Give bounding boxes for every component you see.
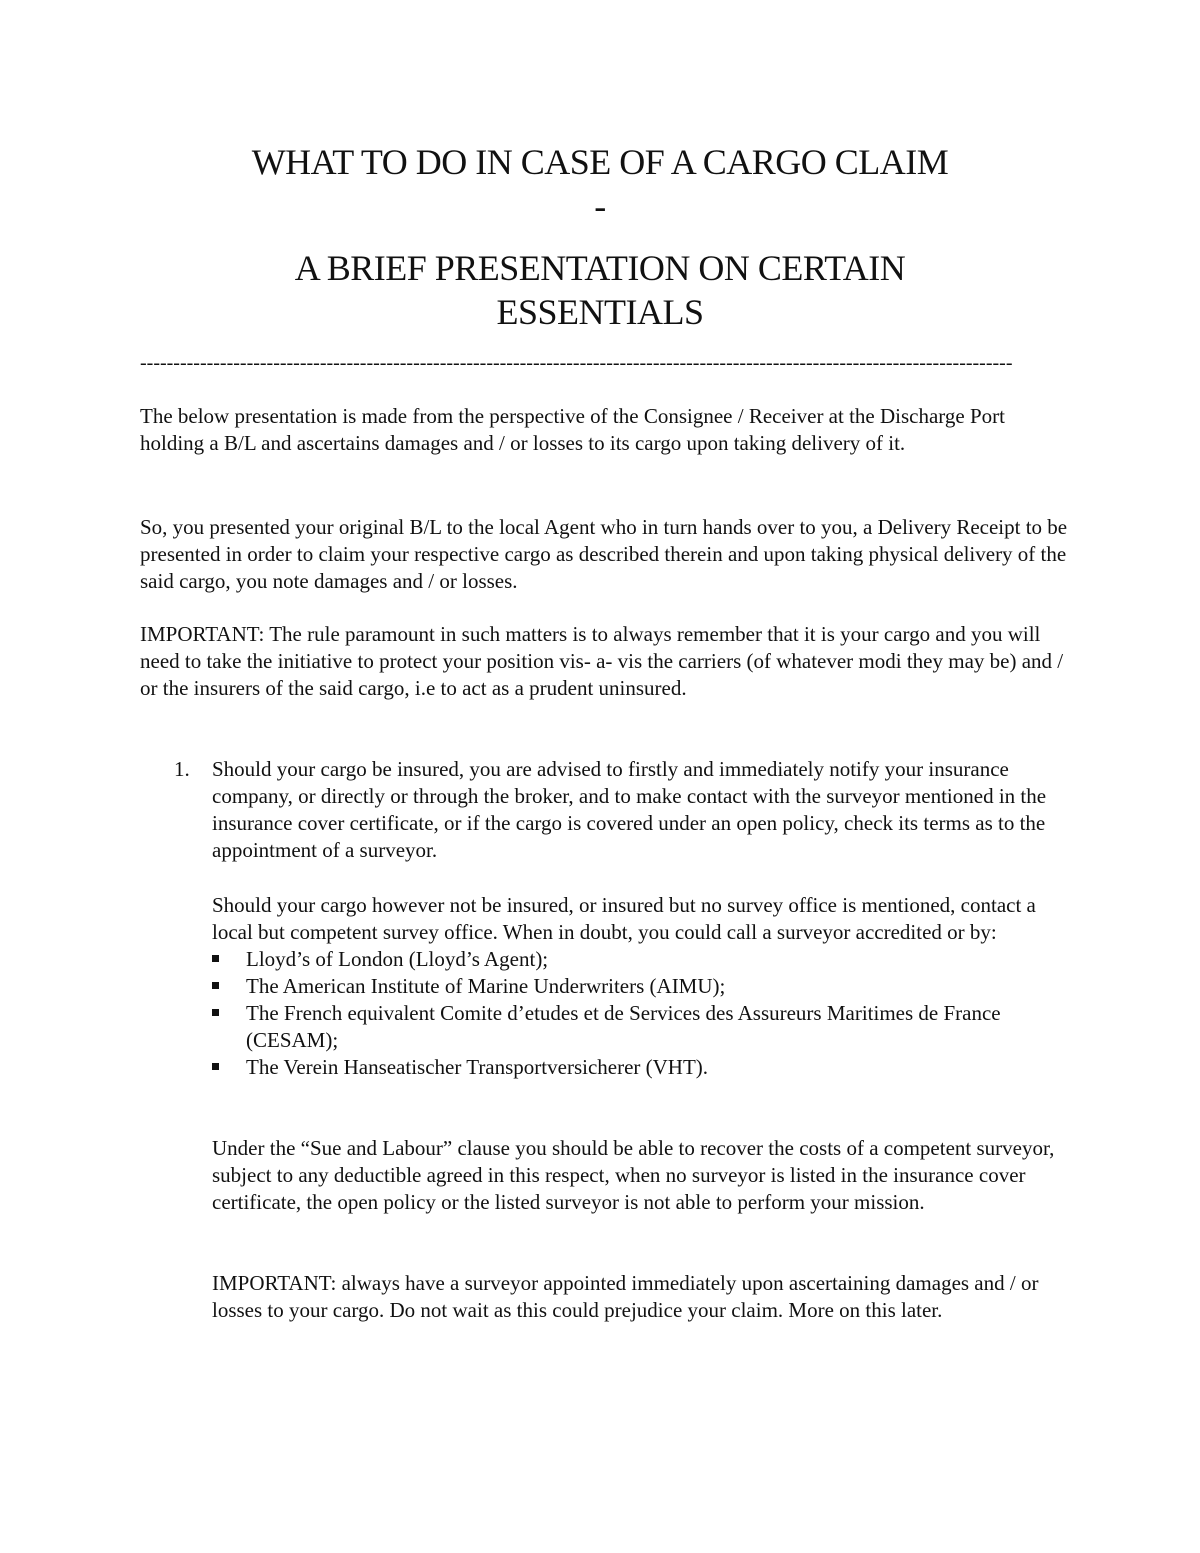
document-title [140,140,1060,334]
numbered-item-row [140,756,1070,864]
sue-and-labour-paragraph: Under the “Sue and Labour” clause you should be able to recover the costs of a competent surveyor, subject to any deductible agreed in this respect, when no surveyor is listed in the insurance cover certificate, the open policy or the listed surveyor is not able to perform your mission. [212,1136,1055,1214]
dashed-rule: ----------------------------------------------------------------------------------------------------------------------------------- [140,352,1013,374]
uninsured-section [140,892,1070,1081]
sue-and-labour-section [140,1135,1070,1216]
numbered-item-1 [140,756,1070,864]
intro-text-1: The below presentation is made from the perspective of the Consignee / Receiver at the Discharge Port holding a B/L and ascertains damages and / or losses to its cargo upon taking delivery of it. [140,404,1005,455]
title-line-2: A BRIEF PRESENTATION ON CERTAIN [294,248,906,288]
item-1-text: Should your cargo be insured, you are advised to firstly and immediately notify your insurance company, or directly or through the broker, and to make contact with the surveyor mentioned in the insurance cover certificate, or if the cargo is covered under an open policy, check its terms as to the appointment of a surveyor. [212,757,1047,862]
important-paragraph: IMPORTANT: always have a surveyor appointed immediately upon ascertaining damages and / or losses to your cargo. Do not wait as this could prejudice your claim. More on this later. [212,1271,1039,1322]
item-number: 1. [174,757,190,781]
title-line-1: WHAT TO DO IN CASE OF A CARGO CLAIM [251,142,949,182]
surveyor-bodies-list [140,946,1070,1081]
intro-paragraph-1 [140,403,1070,457]
title-separator: - [594,186,606,226]
title-gap [140,228,1060,246]
square-bullet-icon [212,1063,219,1070]
list-item [212,946,1070,973]
square-bullet-icon [212,1009,219,1016]
list-item-text: The Verein Hanseatischer Transportversicherer (VHT). [246,1055,709,1079]
intro-paragraph-3 [140,621,1070,702]
list-item [212,1054,1070,1081]
square-bullet-icon [212,982,219,989]
important-text-1: IMPORTANT: The rule paramount in such matters is to always remember that it is your cargo and you will need to take the initiative to protect your position vis- a- vis the carriers (of whatever modi they may be) and / or the insurers of the said cargo, i.e to act as a prudent uninsured. [140,622,1064,700]
list-item [212,973,1070,1000]
title-line-3: ESSENTIALS [496,292,704,332]
intro-paragraph-2 [140,514,1070,595]
list-item [212,1000,1070,1054]
list-item-text: The French equivalent Comite d’etudes et de Services des Assureurs Maritimes de France (CESAM); [246,1001,1001,1052]
uninsured-paragraph: Should your cargo however not be insured, or insured but no survey office is mentioned, contact a local but competent survey office. When in doubt, you could call a surveyor accredited or by: [212,893,1036,944]
square-bullet-icon [212,955,219,962]
list-item-text: Lloyd’s of London (Lloyd’s Agent); [246,947,549,971]
list-item-text: The American Institute of Marine Underwriters (AIMU); [246,974,726,998]
intro-text-2: So, you presented your original B/L to the local Agent who in turn hands over to you, a Delivery Receipt to be presented in order to claim your respective cargo as described therein and upon taking physical delivery of the said cargo, you note damages and / or losses. [140,515,1068,593]
important-section [140,1270,1070,1324]
